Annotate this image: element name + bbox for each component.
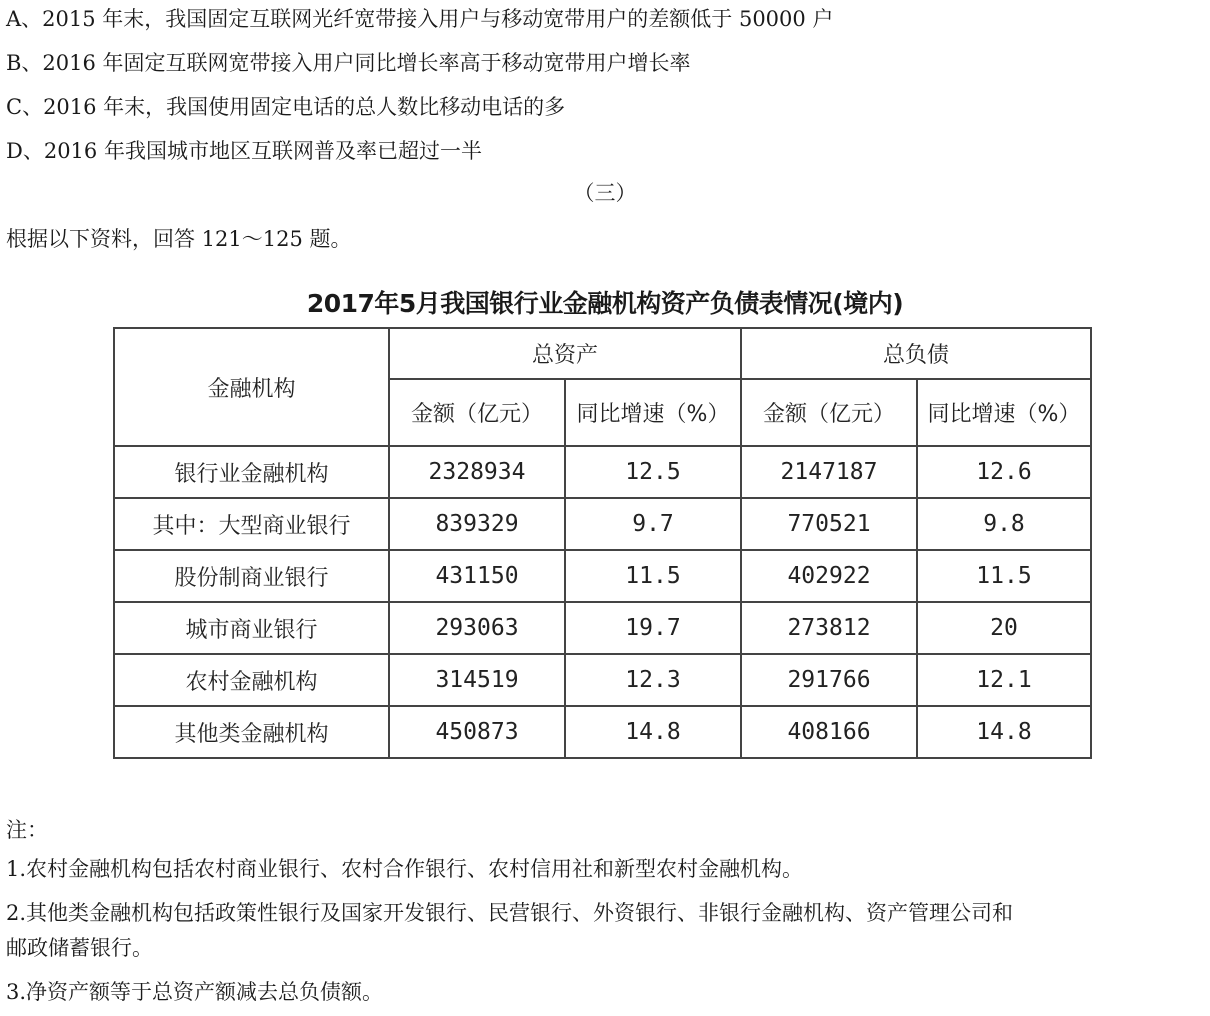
intro-text: 根据以下资料，回答 121～125 题。 — [6, 227, 352, 251]
liab-amount-cell: 402922 — [741, 550, 917, 602]
option-b: B、2016 年固定互联网宽带接入用户同比增长率高于移动宽带用户增长率 — [6, 51, 691, 75]
header-institution: 金融机构 — [114, 328, 389, 446]
balance-sheet-table — [113, 327, 1092, 759]
row-name: 股份制商业银行 — [114, 550, 389, 602]
liab-growth-cell: 20 — [917, 602, 1091, 654]
liab-growth-cell: 12.6 — [917, 446, 1091, 498]
header-total-liabilities: 总负债 — [741, 328, 1091, 379]
table-title: 2017年5月我国银行业金融机构资产负债表情况(境内) — [306, 289, 904, 318]
liab-growth-cell: 11.5 — [917, 550, 1091, 602]
option-c: C、2016 年末，我国使用固定电话的总人数比移动电话的多 — [6, 95, 566, 119]
row-name: 农村金融机构 — [114, 654, 389, 706]
row-name: 银行业金融机构 — [114, 446, 389, 498]
liab-growth-cell: 12.1 — [917, 654, 1091, 706]
note-item: 2.其他类金融机构包括政策性银行及国家开发银行、民营银行、外资银行、非银行金融机构、资产管理公司和 — [6, 901, 1014, 925]
header-total-assets: 总资产 — [389, 328, 741, 379]
header-assets-amount: 金额（亿元） — [389, 379, 565, 446]
section-label: （三） — [573, 181, 637, 205]
assets-growth-cell: 9.7 — [565, 498, 741, 550]
header-liab-growth: 同比增速（%） — [917, 379, 1091, 446]
option-d: D、2016 年我国城市地区互联网普及率已超过一半 — [6, 139, 482, 163]
notes-label: 注： — [6, 818, 48, 842]
table-row — [114, 706, 1091, 758]
assets-growth-cell: 12.3 — [565, 654, 741, 706]
liab-amount-cell: 408166 — [741, 706, 917, 758]
table-header-row — [114, 328, 1091, 379]
table-row — [114, 654, 1091, 706]
assets-amount-cell: 2328934 — [389, 446, 565, 498]
row-name: 其他类金融机构 — [114, 706, 389, 758]
liab-growth-cell: 14.8 — [917, 706, 1091, 758]
assets-amount-cell: 431150 — [389, 550, 565, 602]
table-row — [114, 550, 1091, 602]
table-row — [114, 498, 1091, 550]
liab-amount-cell: 273812 — [741, 602, 917, 654]
assets-amount-cell: 450873 — [389, 706, 565, 758]
row-name: 其中：大型商业银行 — [114, 498, 389, 550]
note-item: 邮政储蓄银行。 — [6, 936, 153, 960]
table-row — [114, 446, 1091, 498]
note-item: 3.净资产额等于总资产额减去总负债额。 — [6, 980, 384, 1004]
header-liab-amount: 金额（亿元） — [741, 379, 917, 446]
assets-amount-cell: 839329 — [389, 498, 565, 550]
liab-growth-cell: 9.8 — [917, 498, 1091, 550]
row-name: 城市商业银行 — [114, 602, 389, 654]
assets-growth-cell: 14.8 — [565, 706, 741, 758]
assets-amount-cell: 314519 — [389, 654, 565, 706]
liab-amount-cell: 2147187 — [741, 446, 917, 498]
option-a: A、2015 年末，我国固定互联网光纤宽带接入用户与移动宽带用户的差额低于 50000 户 — [6, 7, 834, 31]
table-row — [114, 602, 1091, 654]
header-assets-growth: 同比增速（%） — [565, 379, 741, 446]
assets-amount-cell: 293063 — [389, 602, 565, 654]
liab-amount-cell: 291766 — [741, 654, 917, 706]
liab-amount-cell: 770521 — [741, 498, 917, 550]
note-item: 1.农村金融机构包括农村商业银行、农村合作银行、农村信用社和新型农村金融机构。 — [6, 857, 804, 881]
assets-growth-cell: 19.7 — [565, 602, 741, 654]
assets-growth-cell: 12.5 — [565, 446, 741, 498]
assets-growth-cell: 11.5 — [565, 550, 741, 602]
